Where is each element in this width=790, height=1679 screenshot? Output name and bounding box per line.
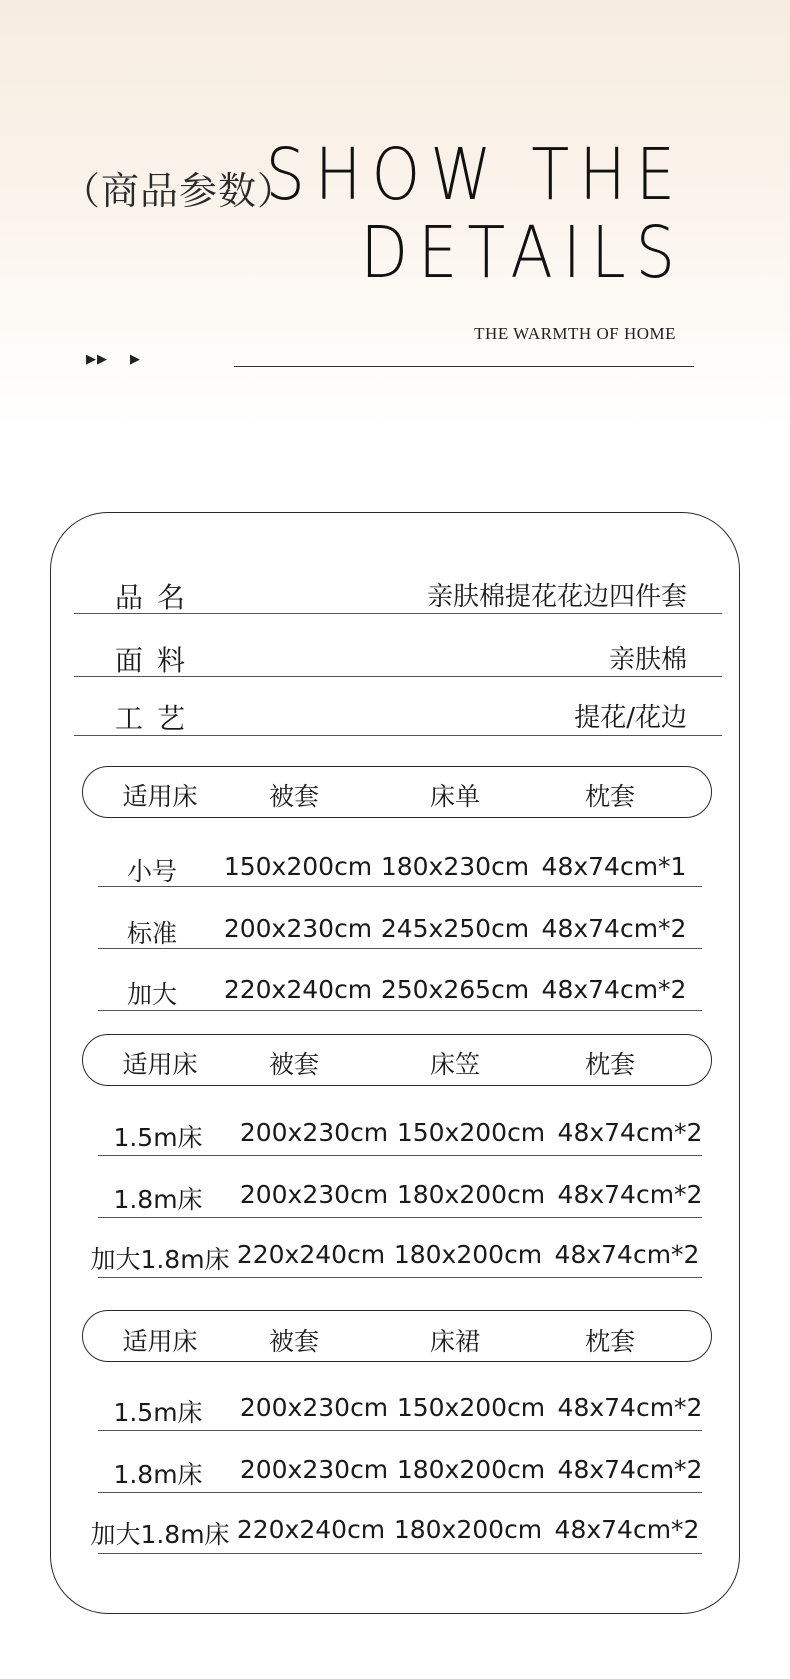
table-cell: 加大	[126, 980, 178, 1009]
table-header-cell: 枕套	[584, 782, 636, 811]
info-label-name: 品名	[115, 581, 200, 614]
headline-line-2: DETAILS	[360, 210, 685, 295]
row-divider	[98, 1492, 702, 1493]
table-cell: 48x74cm*2	[557, 1393, 703, 1422]
table-cell: 小号	[126, 857, 178, 886]
table-cell: 180x200cm	[396, 1180, 546, 1209]
table-header-cell: 适用床	[122, 1327, 198, 1356]
table-cell: 加大1.8m床	[90, 1520, 230, 1549]
table-cell: 200x230cm	[239, 1118, 389, 1147]
table-cell: 48x74cm*2	[554, 1240, 700, 1269]
table-cell: 180x200cm	[393, 1240, 543, 1269]
table-header-cell: 适用床	[122, 1050, 198, 1079]
table-cell: 48x74cm*2	[557, 1118, 703, 1147]
table-cell: 48x74cm*2	[541, 914, 687, 943]
table-header-cell: 床裙	[429, 1327, 481, 1356]
table-cell: 标准	[126, 919, 178, 948]
table-header-cell: 被套	[268, 1327, 320, 1356]
info-label-craft: 工艺	[115, 702, 200, 735]
table-cell: 180x230cm	[380, 852, 530, 881]
table-cell: 加大1.8m床	[90, 1245, 230, 1274]
table-cell: 48x74cm*2	[557, 1180, 703, 1209]
info-divider	[74, 735, 722, 736]
table-cell: 150x200cm	[396, 1118, 546, 1147]
row-divider	[98, 1430, 702, 1431]
row-divider	[98, 948, 702, 949]
row-divider	[98, 1155, 702, 1156]
table-cell: 48x74cm*2	[554, 1515, 700, 1544]
row-divider	[98, 1553, 702, 1554]
table-cell: 1.5m床	[113, 1398, 203, 1427]
table-cell: 48x74cm*2	[541, 975, 687, 1004]
table-cell: 48x74cm*1	[541, 852, 687, 881]
table-cell: 250x265cm	[380, 975, 530, 1004]
table-header-cell: 被套	[268, 1050, 320, 1079]
table-header-cell: 枕套	[584, 1050, 636, 1079]
table-header-cell: 适用床	[122, 782, 198, 811]
table-cell: 220x240cm	[223, 975, 373, 1004]
info-value-craft: 提花/花边	[574, 703, 687, 733]
info-divider	[74, 676, 722, 677]
row-divider	[98, 886, 702, 887]
table-cell: 200x230cm	[239, 1393, 389, 1422]
row-divider	[98, 1217, 702, 1218]
table-cell: 150x200cm	[396, 1393, 546, 1422]
section-title-cn: （商品参数）	[62, 169, 297, 213]
headline-line-1: SHOW THE	[265, 132, 685, 217]
table-cell: 200x230cm	[239, 1180, 389, 1209]
table-header-cell: 被套	[268, 782, 320, 811]
arrow-decoration	[86, 352, 141, 367]
row-divider	[98, 1010, 702, 1011]
table-cell: 180x200cm	[393, 1515, 543, 1544]
table-cell: 200x230cm	[239, 1455, 389, 1484]
info-label-fabric: 面料	[115, 644, 200, 677]
header-divider	[234, 366, 694, 367]
single-arrow-icon: ▶	[130, 352, 141, 367]
info-divider	[74, 613, 722, 614]
table-cell: 220x240cm	[236, 1240, 386, 1269]
table-cell: 220x240cm	[236, 1515, 386, 1544]
table-cell: 1.8m床	[113, 1185, 203, 1214]
info-value-fabric: 亲肤棉	[608, 645, 687, 675]
table-header-cell: 枕套	[584, 1327, 636, 1356]
table-cell: 200x230cm	[223, 914, 373, 943]
headline-subtitle: THE WARMTH OF HOME	[474, 324, 676, 343]
info-value-name: 亲肤棉提花花边四件套	[426, 582, 687, 612]
table-cell: 245x250cm	[380, 914, 530, 943]
table-cell: 1.8m床	[113, 1460, 203, 1489]
table-cell: 1.5m床	[113, 1123, 203, 1152]
table-cell: 48x74cm*2	[557, 1455, 703, 1484]
table-header-cell: 床单	[429, 782, 481, 811]
table-cell: 150x200cm	[223, 852, 373, 881]
double-arrow-icon: ▶▶	[86, 352, 108, 367]
table-cell: 180x200cm	[396, 1455, 546, 1484]
row-divider	[98, 1277, 702, 1278]
table-header-cell: 床笠	[429, 1050, 481, 1079]
